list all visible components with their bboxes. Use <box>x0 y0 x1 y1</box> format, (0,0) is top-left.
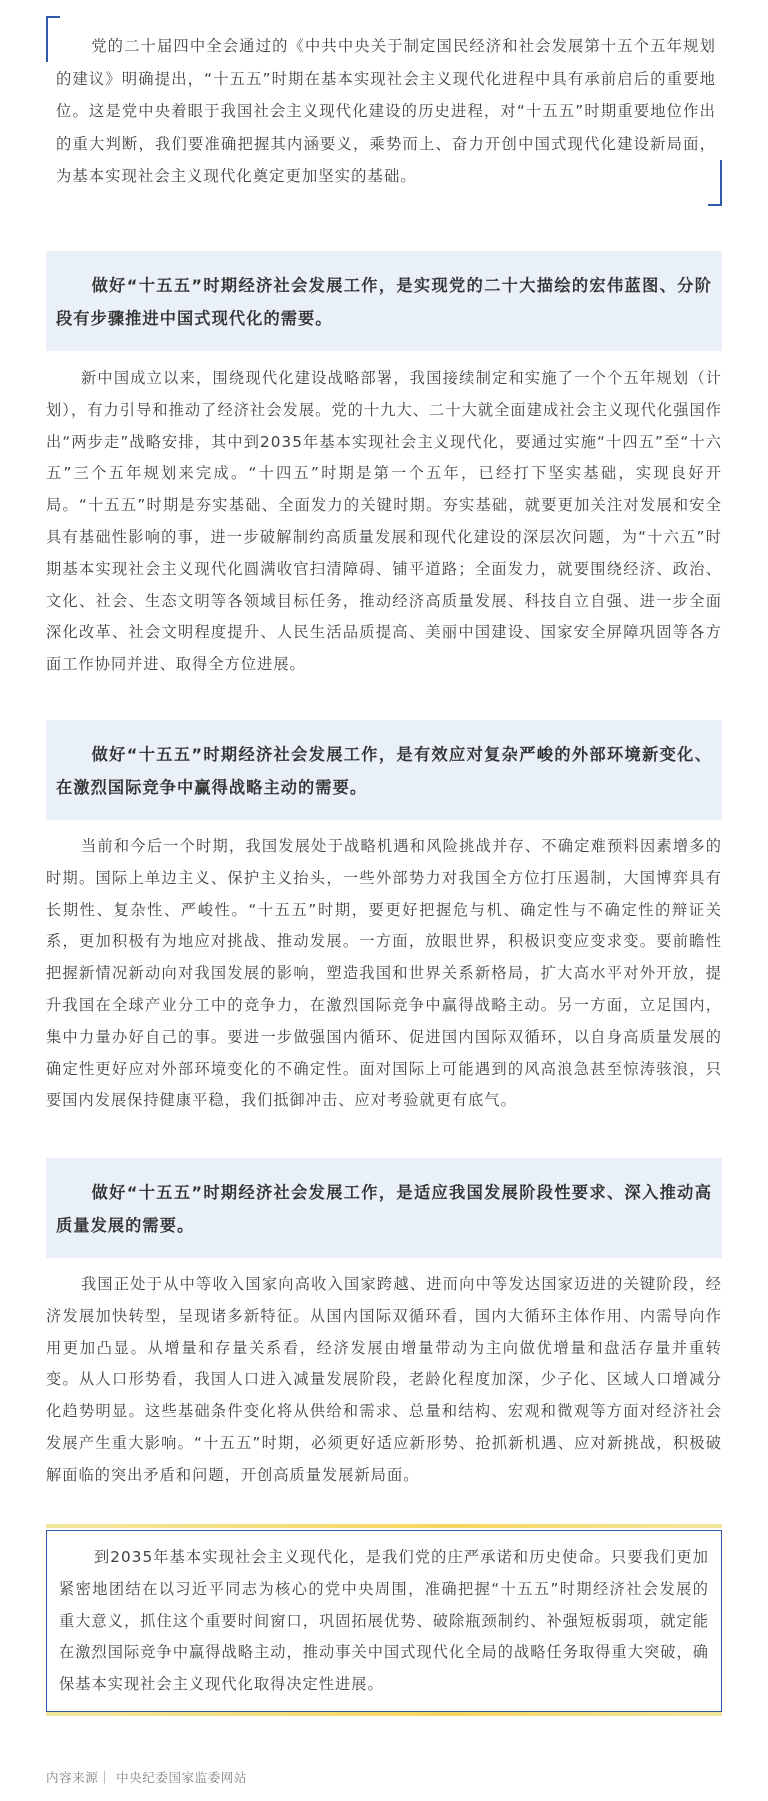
section-2-heading-band <box>46 720 722 820</box>
intro-box <box>46 16 722 206</box>
section-2-heading: 做好“十五五”时期经济社会发展工作，是有效应对复杂严峻的外部环境新变化、在激烈国际竞争中赢得战略主动的需要。 <box>56 745 712 797</box>
source-note: 内容来源｜ 中央纪委国家监委网站 <box>46 1770 248 1785</box>
conclusion-bottom-bar <box>46 1712 722 1716</box>
section-3-heading: 做好“十五五”时期经济社会发展工作，是适应我国发展阶段性要求、深入推动高质量发展的需要。 <box>56 1183 712 1235</box>
section-3-heading-band <box>46 1158 722 1258</box>
intro-paragraph: 党的二十届四中全会通过的《中共中央关于制定国民经济和社会发展第十五个五年规划的建议》明确提出，“十五五”时期在基本实现社会主义现代化进程中具有承前启后的重要地位。这是党中央着眼于我国社会主义现代化建设的历史进程，对“十五五”时期重要地位作出的重大判断，我们要准确把握其内涵要义，乘势而上、奋力开创中国式现代化建设新局面，为基本实现社会主义现代化奠定更加坚实的基础。 <box>56 37 716 186</box>
section-1-body: 新中国成立以来，围绕现代化建设战略部署，我国接续制定和实施了一个个五年规划（计划），有力引导和推动了经济社会发展。党的十九大、二十大就全面建成社会主义现代化强国作出“两步走”战略安排，其中到2035年基本实现社会主义现代化，要通过实施“十四五”至“十六五”三个五年规划来完成。“十四五”时期是第一个五年，已经打下坚实基础，实现良好开局。“十五五”时期是夯实基础、全面发力的关键时期。夯实基础，就要更加关注对发展和安全具有基础性影响的事，进一步破解制约高质量发展和现代化建设的深层次问题，为“十六五”时期基本实现社会主义现代化圆满收官扫清障碍、铺平道路；全面发力，就要围绕经济、政治、文化、社会、生态文明等各领域目标任务，推动经济高质量发展、科技自立自强、进一步全面深化改革、社会文明程度提升、人民生活品质提高、美丽中国建设、国家安全屏障巩固等各方面工作协同并进、取得全方位进展。 <box>46 369 722 674</box>
section-1-heading: 做好“十五五”时期经济社会发展工作，是实现党的二十大描绘的宏伟蓝图、分阶段有步骤推进中国式现代化的需要。 <box>56 276 712 328</box>
conclusion-top-bar <box>46 1524 722 1528</box>
conclusion-paragraph: 到2035年基本实现社会主义现代化，是我们党的庄严承诺和历史使命。只要我们更加紧密地团结在以习近平同志为核心的党中央周围，准确把握“十五五”时期经济社会发展的重大意义，抓住这个重要时间窗口，巩固拓展优势、破除瓶颈制约、补强短板弱项，就定能在激烈国际竞争中赢得战略主动，推动事关中国式现代化全局的战略任务取得重大突破，确保基本实现社会主义现代化取得决定性进展。 <box>59 1548 709 1694</box>
section-1-heading-band <box>46 251 722 351</box>
section-2-body: 当前和今后一个时期，我国发展处于战略机遇和风险挑战并存、不确定难预料因素增多的时期。国际上单边主义、保护主义抬头，一些外部势力对我国全方位打压遏制，大国博弈具有长期性、复杂性、严峻性。“十五五”时期，要更好把握危与机、确定性与不确定性的辩证关系，更加积极有为地应对挑战、推动发展。一方面，放眼世界，积极识变应变求变。要前瞻性把握新情况新动向对我国发展的影响，塑造我国和世界关系新格局，扩大高水平对外开放，提升我国在全球产业分工中的竞争力，在激烈国际竞争中赢得战略主动。另一方面，立足国内，集中力量办好自己的事。要进一步做强国内循环、促进国内国际双循环，以自身高质量发展的确定性更好应对外部环境变化的不确定性。面对国际上可能遇到的风高浪急甚至惊涛骇浪，只要国内发展保持健康平稳，我们抵御冲击、应对考验就更有底气。 <box>46 837 722 1110</box>
section-3-body: 我国正处于从中等收入国家向高收入国家跨越、进而向中等发达国家迈进的关键阶段，经济发展加快转型，呈现诸多新特征。从国内国际双循环看，国内大循环主体作用、内需导向作用更加凸显。从增量和存量关系看，经济发展由增量带动为主向做优增量和盘活存量并重转变。从人口形势看，我国人口进入减量发展阶段，老龄化程度加深，少子化、区域人口增减分化趋势明显。这些基础条件变化将从供给和需求、总量和结构、宏观和微观等方面对经济社会发展产生重大影响。“十五五”时期，必须更好适应新形势、抢抓新机遇、应对新挑战，积极破解面临的突出矛盾和问题，开创高质量发展新局面。 <box>46 1275 722 1484</box>
conclusion-box <box>46 1530 722 1712</box>
